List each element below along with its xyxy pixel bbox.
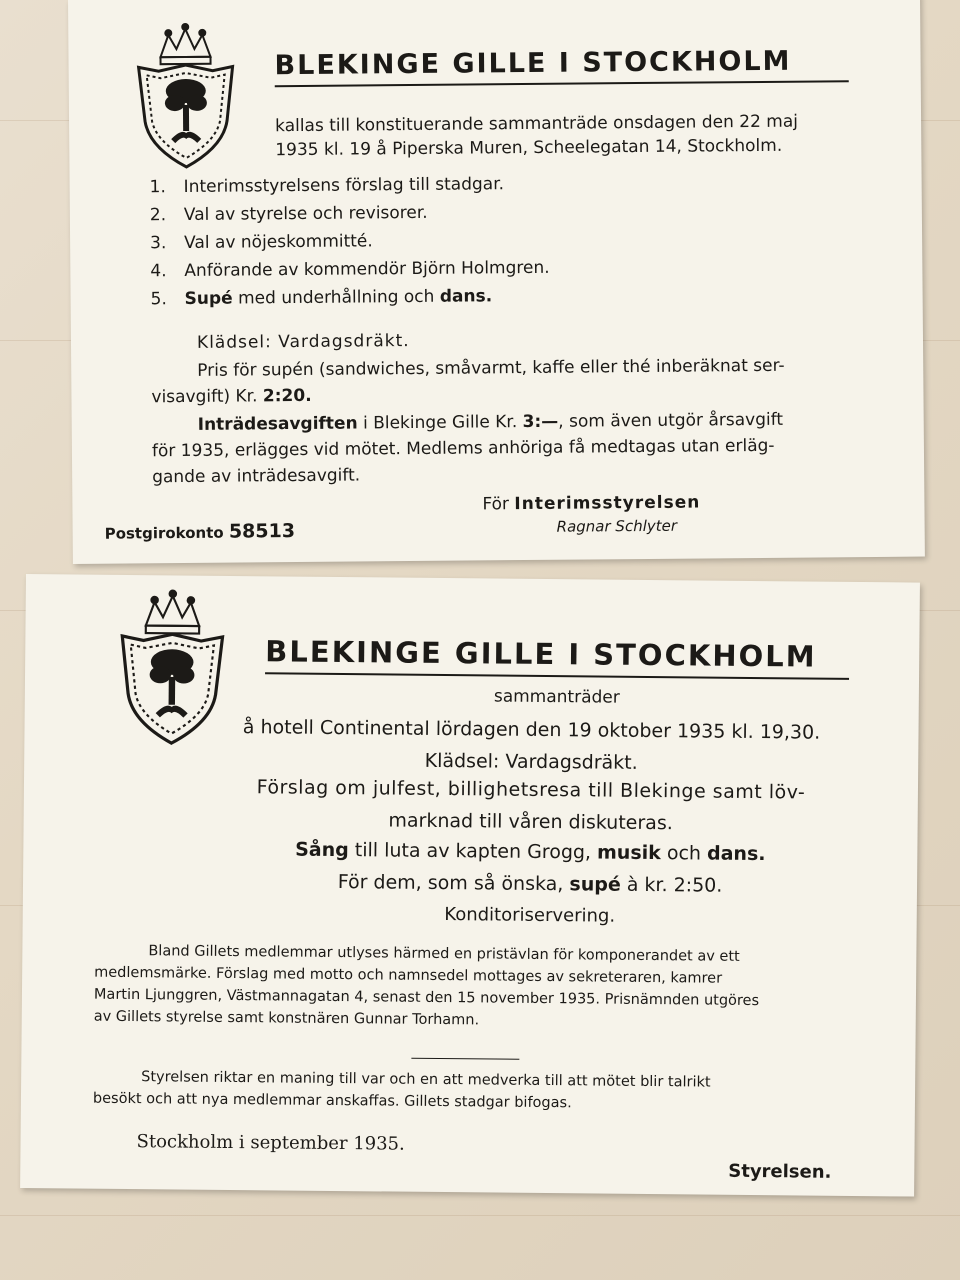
card2-line8: Konditoriservering. <box>444 904 616 927</box>
card2-line1: sammanträder <box>493 686 620 708</box>
card1-dress-code: Klädsel: Vardagsdräkt. <box>196 331 410 353</box>
card2-signoff: Styrelsen. <box>728 1160 832 1183</box>
divider <box>411 1058 519 1060</box>
agenda-item: 4. Anförande av kommendör Björn Holmgren. <box>150 257 550 282</box>
card2-line5: marknad till våren diskuteras. <box>388 809 673 835</box>
card1-fee-line3: gande av inträdesavgift. <box>152 465 361 488</box>
postgiro: Postgirokonto 58513 <box>104 520 296 543</box>
card1-fee-line1: Inträdesavgiften i Blekinge Gille Kr. 3:—, som även utgör årsavgift <box>197 409 784 435</box>
card1-intro-line2: 1935 kl. 19 å Piperska Muren, Scheelegatan 14, Stockholm. <box>275 135 783 161</box>
card1-signature: Ragnar Schlyter <box>556 516 678 536</box>
card1-price-line1: Pris för supén (sandwiches, småvarmt, kaffe eller thé inberäknat ser- <box>197 355 785 381</box>
card2-line6: Sång till luta av kapten Grogg, musik och dans. <box>295 838 766 866</box>
agenda-item: 3. Val av nöjeskommitté. <box>150 231 373 254</box>
card1-title: BLEKINGE GILLE I STOCKHOLM <box>274 45 848 87</box>
card2-line4: Förslag om julfest, billighetsresa till Blekinge samt löv- <box>256 776 806 804</box>
card1-for-board: För Interimsstyrelsen <box>482 492 701 515</box>
card2-paragraph1-line: Martin Ljunggren, Västmannagatan 4, senast den 15 november 1935. Prisnämnden utgöres <box>93 986 760 1010</box>
card2-paragraph1-line: av Gillets styrelse samt konstnären Gunnar Torhamn. <box>93 1008 480 1029</box>
card2-paragraph1-line: medlemsmärke. Förslag med motto och namnsedel mottages av sekreteraren, kamrer <box>94 964 723 987</box>
card1-intro-line1: kallas till konstituerande sammanträde onsdagen den 22 maj <box>275 111 799 137</box>
card1-price-line2: visavgift) Kr. 2:20. <box>151 385 312 408</box>
card2-paragraph2-line: besökt och att nya medlemmar anskaffas. Gillets stadgar bifogas. <box>92 1090 572 1112</box>
card2-dress-code: Klädsel: Vardagsdräkt. <box>424 749 638 774</box>
invitation-card-1 <box>68 0 925 564</box>
agenda-item: 2. Val av styrelse och revisorer. <box>149 202 428 226</box>
agenda-item: 5. Supé med underhållning och dans. <box>150 286 493 310</box>
card2-paragraph1-line: Bland Gillets medlemmar utlyses härmed en pristävlan för komponerandet av ett <box>148 943 740 965</box>
card2-place-date: Stockholm i september 1935. <box>136 1131 405 1155</box>
card2-paragraph2-line: Styrelsen riktar en maning till var och en att medverka till att mötet blir talrikt <box>141 1069 711 1091</box>
coat-of-arms-icon <box>130 20 241 171</box>
card2-line2: å hotell Continental lördagen den 19 oktober 1935 kl. 19,30. <box>242 716 821 744</box>
card1-fee-line2: för 1935, erlägges vid mötet. Medlems anhöriga få medtagas utan erläg- <box>151 435 775 462</box>
card1-agenda <box>150 174 550 317</box>
agenda-item: 1. Interimsstyrelsens förslag till stadgar. <box>149 174 505 198</box>
invitation-card-2 <box>20 574 920 1197</box>
card2-title: BLEKINGE GILLE I STOCKHOLM <box>265 634 849 680</box>
card2-line7: För dem, som så önska, supé à kr. 2:50. <box>337 871 723 897</box>
